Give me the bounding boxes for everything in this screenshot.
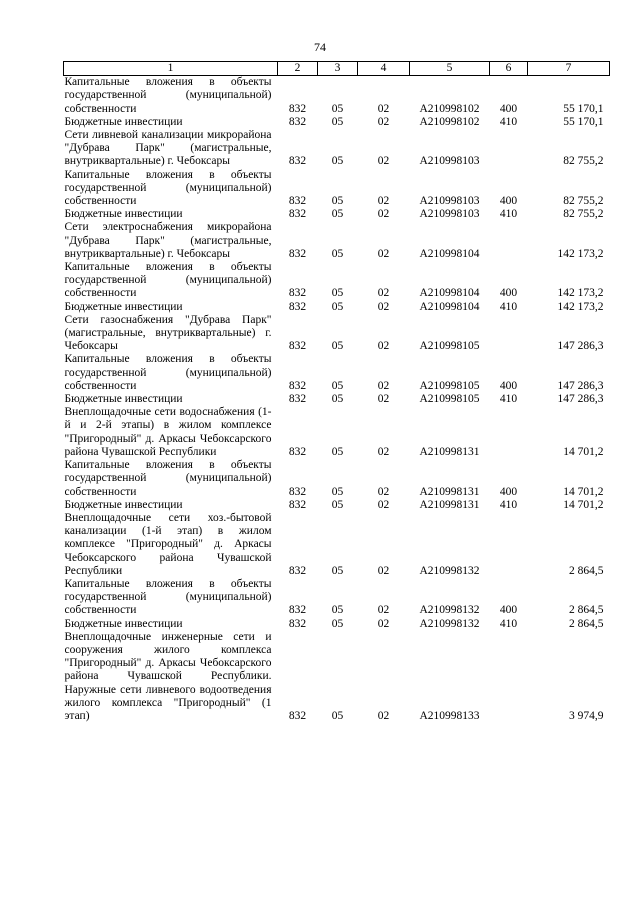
subsection-code-cell: 02	[377, 564, 390, 577]
amount-cell: 55 170,1	[563, 102, 604, 115]
table-row	[64, 631, 610, 723]
item-name-cell: Сети электроснабжения микрорайона "Дубрава Парк" (магистральные, внутриквартальные) г. Чебоксары	[64, 221, 272, 260]
ministry-code-cell: 832	[288, 393, 307, 406]
section-code-cell: 05	[331, 564, 344, 577]
expense-type-code-cell: 410	[499, 498, 518, 511]
expense-type-code-cell	[490, 512, 528, 578]
ministry-code-cell: 832	[288, 287, 307, 300]
item-name-cell: Бюджетные инвестиции	[64, 300, 183, 313]
section-code-cell: 05	[331, 485, 344, 498]
target-article-code-cell: А210998105	[419, 379, 480, 392]
expense-type-code-cell	[490, 129, 528, 169]
subsection-code-cell: 02	[377, 379, 390, 392]
column-header-1: 1	[64, 62, 278, 76]
expense-type-code-cell	[490, 221, 528, 261]
expense-type-code-cell: 400	[499, 195, 518, 208]
item-name-cell: Бюджетные инвестиции	[64, 393, 183, 406]
table-body	[64, 76, 610, 723]
section-code-cell: 05	[331, 115, 344, 128]
target-article-code-cell: А210998132	[419, 564, 480, 577]
ministry-code-cell: 832	[288, 300, 307, 313]
target-article-code-cell: А210998102	[419, 102, 480, 115]
table-row	[64, 129, 610, 169]
item-name-cell: Капитальные вложения в объекты государственной (муниципальной) собственности	[64, 261, 272, 300]
expense-type-code-cell: 410	[499, 617, 518, 630]
section-code-cell: 05	[331, 498, 344, 511]
target-article-code-cell: А210998104	[419, 287, 480, 300]
ministry-code-cell: 832	[288, 340, 307, 353]
ministry-code-cell: 832	[288, 498, 307, 511]
ministry-code-cell: 832	[288, 485, 307, 498]
target-article-code-cell: А210998105	[419, 393, 480, 406]
table-row	[64, 314, 610, 354]
section-code-cell: 05	[331, 617, 344, 630]
expense-type-code-cell: 400	[499, 604, 518, 617]
table-row	[64, 116, 610, 129]
expense-type-code-cell: 400	[499, 102, 518, 115]
amount-cell: 3 974,9	[569, 709, 604, 722]
column-header-4: 4	[358, 62, 410, 76]
section-code-cell: 05	[331, 709, 344, 722]
subsection-code-cell: 02	[377, 393, 390, 406]
amount-cell: 142 173,2	[557, 247, 604, 260]
section-code-cell: 05	[331, 379, 344, 392]
subsection-code-cell: 02	[377, 498, 390, 511]
table-row	[64, 169, 610, 209]
table-row	[64, 406, 610, 459]
page-number: 74	[314, 40, 326, 54]
amount-cell: 82 755,2	[563, 155, 604, 168]
subsection-code-cell: 02	[377, 300, 390, 313]
column-header-6: 6	[490, 62, 528, 76]
target-article-code-cell: А210998131	[419, 485, 480, 498]
ministry-code-cell: 832	[288, 247, 307, 260]
section-code-cell: 05	[331, 155, 344, 168]
expense-type-code-cell	[490, 631, 528, 723]
subsection-code-cell: 02	[377, 115, 390, 128]
amount-cell: 55 170,1	[563, 115, 604, 128]
ministry-code-cell: 832	[288, 379, 307, 392]
amount-cell: 147 286,3	[557, 393, 604, 406]
amount-cell: 82 755,2	[563, 195, 604, 208]
expense-type-code-cell	[490, 406, 528, 459]
amount-cell: 142 173,2	[557, 287, 604, 300]
amount-cell: 14 701,2	[563, 485, 604, 498]
expense-type-code-cell: 400	[499, 287, 518, 300]
item-name-cell: Капитальные вложения в объекты государственной (муниципальной) собственности	[64, 353, 272, 392]
ministry-code-cell: 832	[288, 709, 307, 722]
ministry-code-cell: 832	[288, 195, 307, 208]
subsection-code-cell: 02	[377, 617, 390, 630]
table-row	[64, 459, 610, 499]
amount-cell: 147 286,3	[557, 340, 604, 353]
item-name-cell: Внеплощадочные сети водоснабжения (1-й и 2-й этапы) в жилом комплексе "Пригородный" д. Аркасы Чебоксарского района Чувашской Республики	[64, 406, 272, 458]
column-header-3: 3	[318, 62, 358, 76]
target-article-code-cell: А210998131	[419, 445, 480, 458]
table-row	[64, 578, 610, 618]
column-header-7: 7	[528, 62, 610, 76]
amount-cell: 2 864,5	[569, 604, 604, 617]
expense-type-code-cell	[490, 314, 528, 354]
item-name-cell: Сети газоснабжения "Дубрава Парк" (магистральные, внутриквартальные) г. Чебоксары	[64, 313, 272, 353]
item-name-cell: Бюджетные инвестиции	[64, 498, 183, 511]
section-code-cell: 05	[331, 445, 344, 458]
item-name-cell: Бюджетные инвестиции	[64, 208, 183, 221]
item-name-cell: Капитальные вложения в объекты государственной (муниципальной) собственности	[64, 76, 272, 115]
table-row	[64, 618, 610, 631]
subsection-code-cell: 02	[377, 709, 390, 722]
expense-type-code-cell: 410	[499, 115, 518, 128]
table-row	[64, 301, 610, 314]
expense-type-code-cell: 410	[499, 300, 518, 313]
expense-type-code-cell: 410	[499, 393, 518, 406]
section-code-cell: 05	[331, 208, 344, 221]
target-article-code-cell: А210998132	[419, 617, 480, 630]
target-article-code-cell: А210998131	[419, 498, 480, 511]
target-article-code-cell: А210998132	[419, 604, 480, 617]
table-row	[64, 353, 610, 393]
section-code-cell: 05	[331, 300, 344, 313]
section-code-cell: 05	[331, 604, 344, 617]
expense-type-code-cell: 400	[499, 485, 518, 498]
subsection-code-cell: 02	[377, 340, 390, 353]
amount-cell: 142 173,2	[557, 300, 604, 313]
ministry-code-cell: 832	[288, 155, 307, 168]
budget-table	[63, 61, 610, 723]
section-code-cell: 05	[331, 247, 344, 260]
target-article-code-cell: А210998102	[419, 115, 480, 128]
table-row	[64, 512, 610, 578]
amount-cell: 14 701,2	[563, 498, 604, 511]
amount-cell: 147 286,3	[557, 379, 604, 392]
item-name-cell: Бюджетные инвестиции	[64, 115, 183, 128]
ministry-code-cell: 832	[288, 115, 307, 128]
ministry-code-cell: 832	[288, 604, 307, 617]
subsection-code-cell: 02	[377, 195, 390, 208]
expense-type-code-cell: 410	[499, 208, 518, 221]
ministry-code-cell: 832	[288, 208, 307, 221]
target-article-code-cell: А210998103	[419, 155, 480, 168]
amount-cell: 82 755,2	[563, 208, 604, 221]
amount-cell: 2 864,5	[569, 617, 604, 630]
section-code-cell: 05	[331, 393, 344, 406]
item-name-cell: Внеплощадочные инженерные сети и сооружения жилого комплекса "Пригородный" д. Аркасы Чебоксарского района Чувашской Республики. Наружные сети ливневого водоотведения жилого комплекса "Пригородный" (1 этап)	[64, 630, 272, 722]
subsection-code-cell: 02	[377, 445, 390, 458]
subsection-code-cell: 02	[377, 287, 390, 300]
ministry-code-cell: 832	[288, 617, 307, 630]
table-row	[64, 261, 610, 301]
ministry-code-cell: 832	[288, 445, 307, 458]
item-name-cell: Бюджетные инвестиции	[64, 617, 183, 630]
target-article-code-cell: А210998103	[419, 195, 480, 208]
target-article-code-cell: А210998133	[419, 709, 480, 722]
ministry-code-cell: 832	[288, 564, 307, 577]
expense-type-code-cell: 400	[499, 379, 518, 392]
amount-cell: 2 864,5	[569, 564, 604, 577]
table-row	[64, 393, 610, 406]
section-code-cell: 05	[331, 340, 344, 353]
subsection-code-cell: 02	[377, 604, 390, 617]
target-article-code-cell: А210998103	[419, 208, 480, 221]
item-name-cell: Сети ливневой канализации микрорайона "Дубрава Парк" (магистральные, внутриквартальные) г. Чебоксары	[64, 129, 272, 168]
subsection-code-cell: 02	[377, 102, 390, 115]
column-header-5: 5	[410, 62, 490, 76]
column-header-2: 2	[278, 62, 318, 76]
item-name-cell: Внеплощадочные сети хоз.-бытовой канализации (1-й этап) в жилом комплексе "Пригородный" д. Аркасы Чебоксарского района Чувашской Республики	[64, 511, 272, 577]
section-code-cell: 05	[331, 102, 344, 115]
table-row	[64, 208, 610, 221]
subsection-code-cell: 02	[377, 208, 390, 221]
subsection-code-cell: 02	[377, 155, 390, 168]
ministry-code-cell: 832	[288, 102, 307, 115]
item-name-cell: Капитальные вложения в объекты государственной (муниципальной) собственности	[64, 168, 272, 208]
item-name-cell: Капитальные вложения в объекты государственной (муниципальной) собственности	[64, 577, 272, 617]
subsection-code-cell: 02	[377, 247, 390, 260]
target-article-code-cell: А210998104	[419, 300, 480, 313]
subsection-code-cell: 02	[377, 485, 390, 498]
table-header	[64, 62, 610, 76]
table-row	[64, 499, 610, 512]
target-article-code-cell: А210998104	[419, 247, 480, 260]
section-code-cell: 05	[331, 195, 344, 208]
section-code-cell: 05	[331, 287, 344, 300]
table-row	[64, 76, 610, 116]
item-name-cell: Капитальные вложения в объекты государственной (муниципальной) собственности	[64, 459, 272, 498]
table-row	[64, 221, 610, 261]
amount-cell: 14 701,2	[563, 445, 604, 458]
header-row	[64, 62, 610, 76]
target-article-code-cell: А210998105	[419, 340, 480, 353]
